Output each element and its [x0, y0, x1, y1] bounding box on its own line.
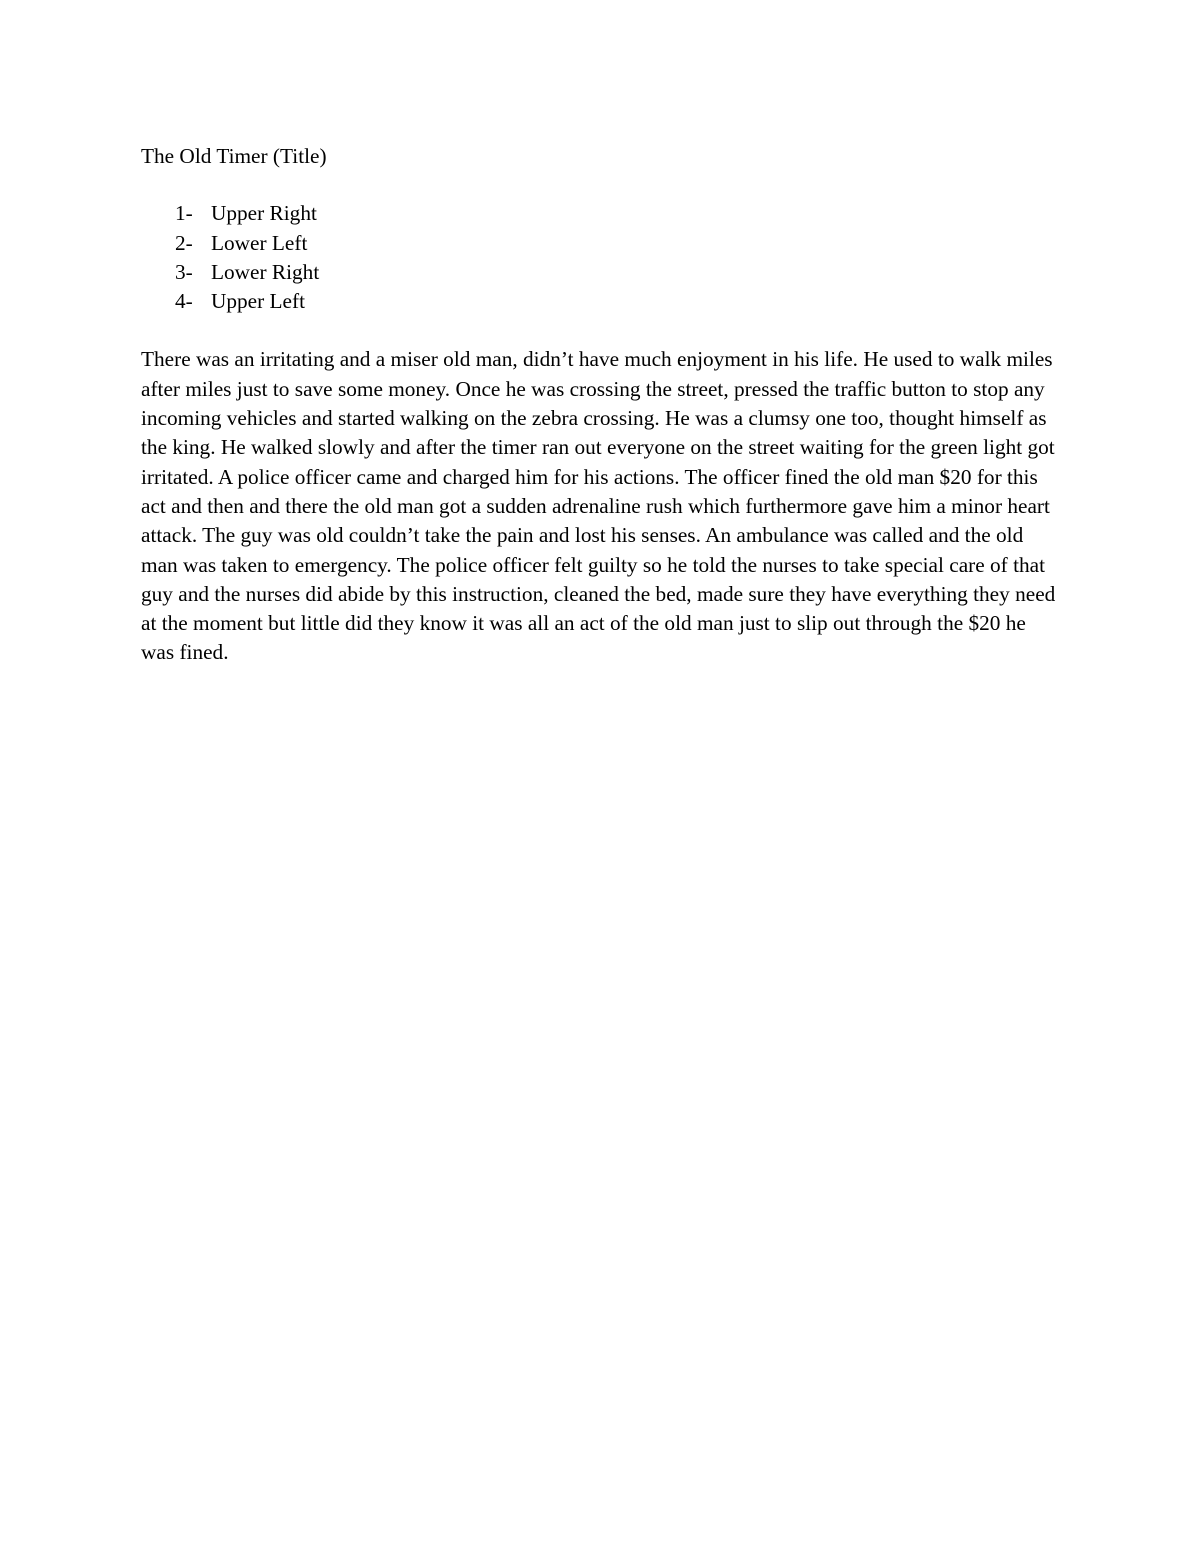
- list-item: [141, 287, 1059, 316]
- document-title: The Old Timer (Title): [141, 144, 327, 168]
- list-item: [141, 258, 1059, 287]
- story-paragraph: There was an irritating and a miser old man, didn’t have much enjoyment in his life. He used to walk miles after miles just to save some money. Once he was crossing the street, pressed the traffic button to stop any incoming vehicles and started walking on the zebra crossing. He was a clumsy one too, thought himself as the king. He walked slowly and after the timer ran out everyone on the street waiting for the green light got irritated. A police officer came and charged him for his actions. The officer fined the old man $20 for this act and then and there the old man got a sudden adrenaline rush which furthermore gave him a minor heart attack. The guy was old couldn’t take the pain and lost his senses. An ambulance was called and the old man was taken to emergency. The police officer felt guilty so he told the nurses to take special care of that guy and the nurses did abide by this instruction, cleaned the bed, made sure they have everything they need at the moment but little did they know it was all an act of the old man just to slip out through the $20 he was fined.: [141, 347, 1056, 665]
- numbered-list: [141, 199, 1059, 316]
- list-item: [141, 199, 1059, 228]
- list-item-number: 2-: [175, 230, 193, 255]
- document-content: [141, 142, 1059, 668]
- list-item-number: 3-: [175, 259, 193, 284]
- list-item-text: Upper Right: [211, 201, 317, 226]
- list-item-text: Lower Left: [211, 230, 308, 255]
- list-item: [141, 229, 1059, 258]
- list-item-number: 4-: [175, 289, 193, 314]
- list-item-number: 1-: [175, 201, 193, 226]
- list-item-text: Lower Right: [211, 259, 320, 284]
- list-item-text: Upper Left: [211, 289, 306, 314]
